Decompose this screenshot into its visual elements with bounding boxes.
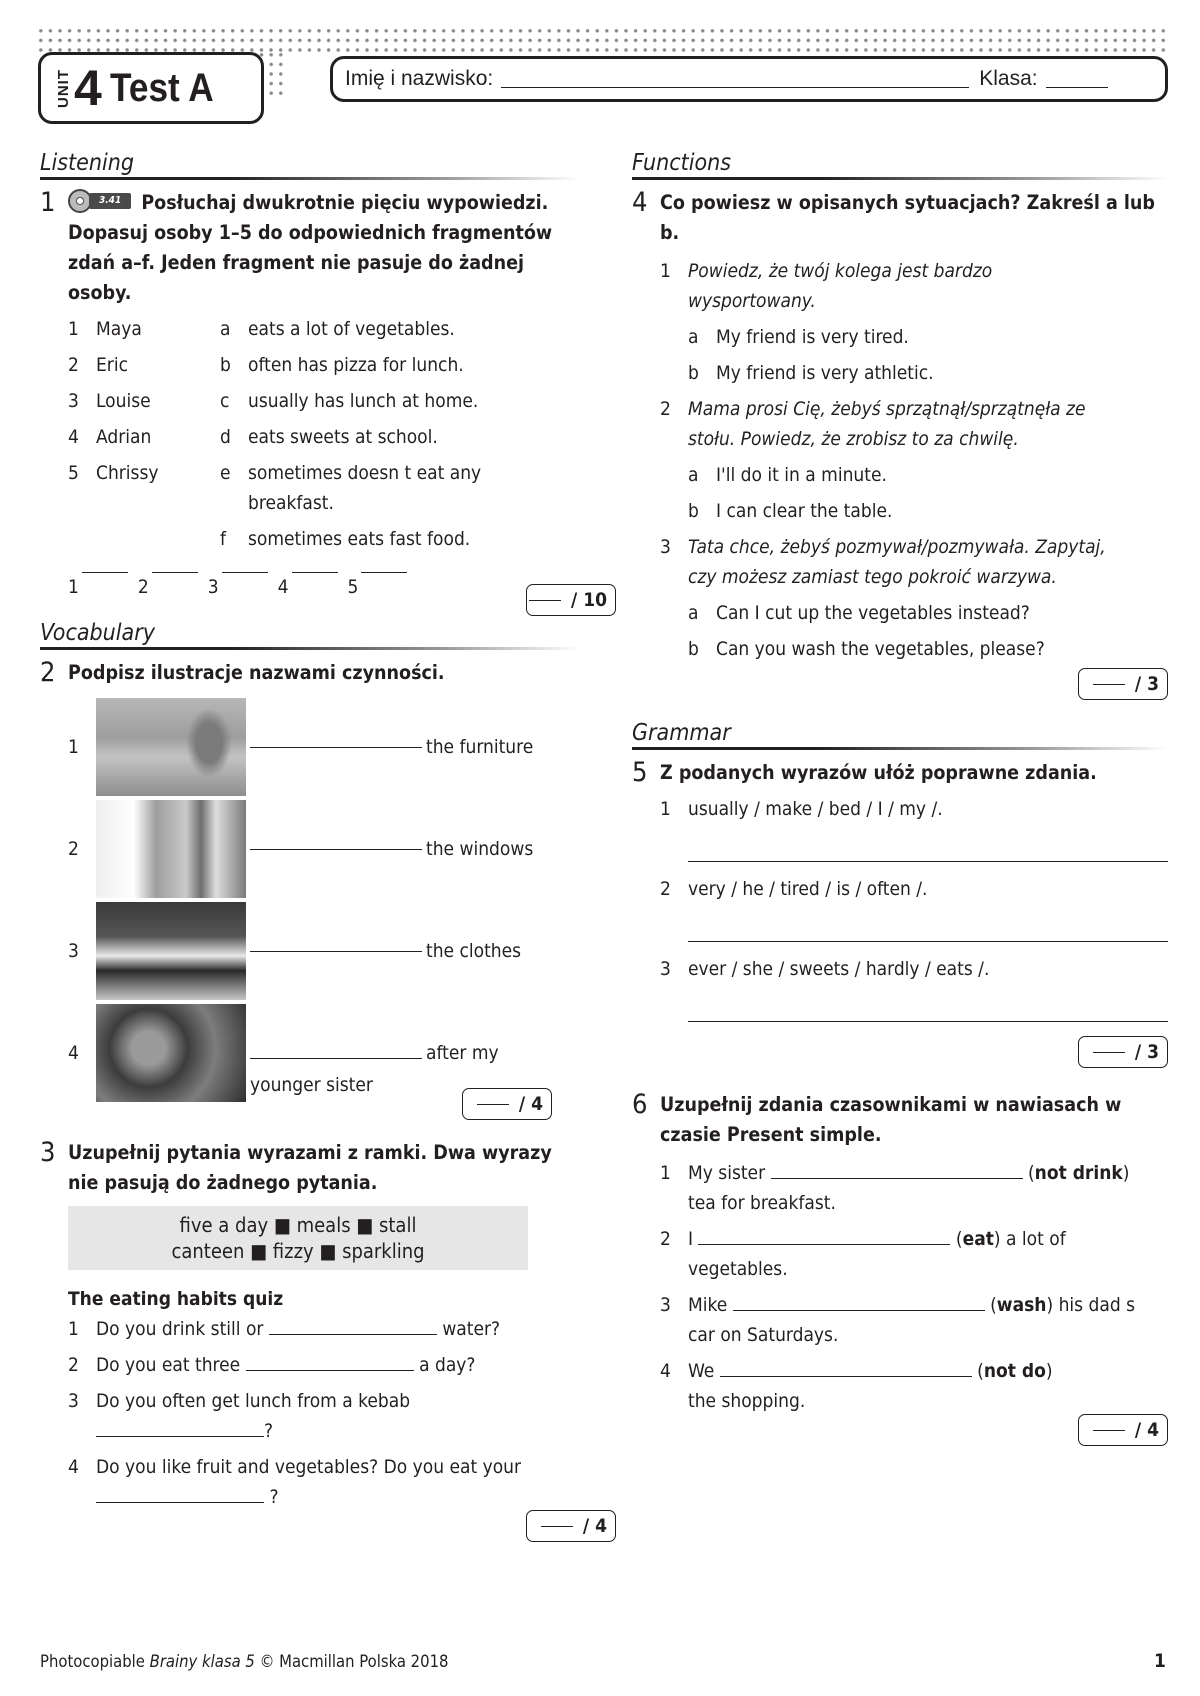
unit-title-box [38,52,264,124]
score-box[interactable]: / 4 [1078,1414,1168,1446]
right-column [632,150,1168,1446]
picture-item: 3 the clothes [68,902,580,1000]
answer-blank[interactable] [96,1436,264,1437]
answer-blank[interactable] [250,849,422,850]
answer-blank[interactable] [250,747,422,748]
score-box[interactable]: / 4 [526,1510,616,1542]
task-instruction: Uzupełnij zdania czasownikami w nawiasach w czasie Present simple. [660,1093,1122,1146]
answer-blank[interactable] [720,1376,972,1377]
class-field[interactable] [1046,87,1108,88]
header-dot-pattern [36,26,1168,54]
task-number: 4 [632,187,648,218]
score-box[interactable]: / 3 [1078,668,1168,700]
option-a[interactable]: a I'll do it in a minute. [688,464,887,486]
option-a[interactable]: a My friend is very tired. [688,326,909,348]
option-b[interactable]: b My friend is very athletic. [688,362,934,384]
section-vocabulary: Vocabulary [40,620,580,650]
quiz-question: 4 Do you like fruit and vegetables? Do you eat your ? [68,1456,522,1508]
task-instruction: Uzupełnij pytania wyrazami z ramki. Dwa wyrazy nie pasują do żadnego pytania. [68,1141,552,1194]
task-number: 3 [40,1137,56,1168]
quiz-question: 1 Do you drink still or water? [68,1318,501,1340]
answer-blank[interactable] [361,572,407,573]
unit-number: 4 [74,60,102,116]
task-instruction: Z podanych wyrazów ułóż poprawne zdania. [660,761,1097,784]
score-box[interactable]: / 3 [1078,1036,1168,1068]
fill-sentence: 3 Mike (wash) his dad s car on Saturdays. [660,1294,1136,1346]
list-item: a eats a lot of vegetables. [220,318,455,340]
photo-sisters [96,1004,246,1102]
photo-wiping-furniture [96,698,246,796]
answer-blank[interactable] [82,572,128,573]
photo-cleaning-windows [96,800,246,898]
answer-blank[interactable] [250,1058,422,1059]
list-item: d eats sweets at school. [220,426,438,448]
track-number: 3.41 [89,193,131,209]
name-label: Imię i nazwisko: [345,67,494,90]
people-list [68,314,220,554]
answer-line[interactable] [688,984,1168,1022]
option-a[interactable]: a Can I cut up the vegetables instead? [688,602,1030,624]
answer-line[interactable] [688,904,1168,942]
fill-sentence: 4 We (not do) the shopping. [660,1360,1053,1412]
list-item: 3 Louise [68,390,151,412]
answer-row: 1 2 3 4 5 / 10 [68,572,580,616]
left-column [40,150,607,1542]
answer-blank[interactable] [246,1370,414,1371]
list-item: 2 Eric [68,354,128,376]
class-label: Klasa: [979,67,1038,90]
task-number: 1 [40,187,56,218]
section-grammar: Grammar [632,720,1168,750]
situation-item: 3 Tata chce, żebyś pozmywał/pozmywała. Zapytaj, czy możesz zamiast tego pokroić warzywa. [660,536,1106,588]
list-item: b often has pizza for lunch. [220,354,464,376]
footer-copyright: Photocopiable Brainy klasa 5 © Macmillan Polska 2018 [40,1652,449,1671]
section-functions: Functions [632,150,1168,180]
answer-blank[interactable] [733,1310,985,1311]
answer-blank[interactable] [292,572,338,573]
scrambled-sentence: 1 usually / make / bed / I / my /. [660,798,943,820]
student-info-box [330,56,1168,102]
task-instruction: Podpisz ilustracje nazwami czynności. [68,661,445,684]
task-3 [40,1137,607,1542]
situation-item: 2 Mama prosi Cię, żebyś sprzątnął/sprzątnęła ze stołu. Powiedz, że zrobisz to za chwilę. [660,398,1086,450]
photo-ironing-clothes [96,902,246,1000]
list-item: e sometimes doesn t eat any breakfast. [220,462,482,514]
task-1 [40,187,607,616]
scrambled-sentence: 2 very / he / tired / is / often /. [660,878,928,900]
quiz-question: 2 Do you eat three a day? [68,1354,476,1376]
answer-blank[interactable] [771,1178,1023,1179]
picture-item: 1 the furniture [68,698,580,796]
fill-sentence: 1 My sister (not drink) tea for breakfast. [660,1162,1130,1214]
test-title: Test A [109,66,214,110]
answer-blank[interactable] [250,951,422,952]
list-item: 4 Adrian [68,426,152,448]
page-number: 1 [1154,1650,1166,1672]
answer-line[interactable] [688,824,1168,862]
list-item: 1 Maya [68,318,142,340]
task-number: 6 [632,1089,648,1120]
fill-sentence: 2 I (eat) a lot of vegetables. [660,1228,1066,1280]
name-field[interactable] [501,87,969,88]
answer-blank[interactable] [152,572,198,573]
task-6 [632,1090,1168,1446]
option-b[interactable]: b Can you wash the vegetables, please? [688,638,1045,660]
unit-label: UNIT [55,68,72,108]
answer-blank[interactable] [698,1244,950,1245]
task-instruction: Co powiesz w opisanych sytuacjach? Zakreśl a lub b. [660,191,1155,244]
picture-item: 4 after my younger sister / 4 [68,1004,580,1102]
task-number: 5 [632,757,648,788]
task-4 [632,188,1168,700]
quiz-question: 3 Do you often get lunch from a kebab ? [68,1390,411,1442]
picture-item: 2 the windows [68,800,580,898]
quiz-title: The eating habits quiz [68,1288,284,1310]
options-list [220,314,580,554]
task-instruction: Posłuchaj dwukrotnie pięciu wypowiedzi. Dopasuj osoby 1–5 do odpowiednich fragmentów zdań a–f. Jeden fragment nie pasuje do żadnej osoby. [68,191,553,304]
list-item: 5 Chrissy [68,462,159,484]
answer-blank[interactable] [269,1334,437,1335]
answer-blank[interactable] [222,572,268,573]
list-item: f sometimes eats fast food. [220,528,471,550]
score-box[interactable]: / 10 [526,584,616,616]
score-box[interactable]: / 4 [462,1088,552,1120]
scrambled-sentence: 3 ever / she / sweets / hardly / eats /. [660,958,990,980]
situation-item: 1 Powiedz, że twój kolega jest bardzo wysportowany. [660,260,993,312]
section-listening: Listening [40,150,580,180]
task-2 [40,657,580,1115]
word-box: five a day ■ meals ■ stall canteen ■ fizzy ■ sparkling [68,1206,528,1270]
task-5 [632,758,1168,1068]
option-b[interactable]: b I can clear the table. [688,500,893,522]
list-item: c usually has lunch at home. [220,390,479,412]
audio-track-badge[interactable] [68,189,131,213]
answer-blank[interactable] [96,1502,264,1503]
task-number: 2 [40,657,56,688]
